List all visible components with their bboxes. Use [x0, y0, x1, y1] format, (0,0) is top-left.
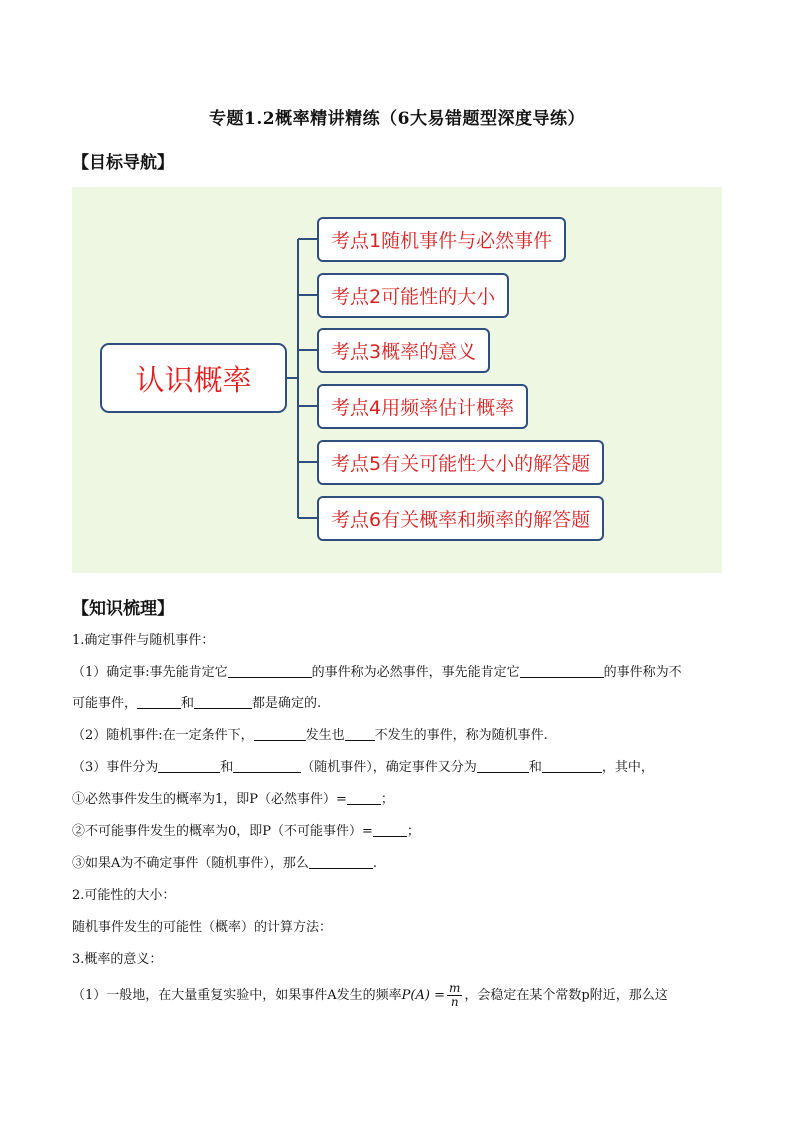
mind-map-node-3: 考点3概率的意义	[317, 328, 490, 373]
blank	[309, 854, 373, 869]
mind-map-node-6: 考点6有关概率和频率的解答题	[317, 496, 604, 541]
paragraph-4: （2）随机事件:在一定条件下， 发生也 不发生的事件，称为随机事件.	[72, 728, 548, 743]
formula-fraction: $\frac{m}{n}$	[448, 981, 461, 1009]
paragraph-10: 随机事件发生的可能性（概率）的计算方法：	[72, 920, 333, 935]
paragraph-3: 可能事件， 和 都是确定的.	[72, 696, 322, 711]
paragraph-6: ①必然事件发生的概率为1，即P（必然事件）= ；	[72, 792, 394, 807]
paragraph-1: 1.确定事件与随机事件：	[72, 633, 215, 648]
blank	[233, 758, 301, 773]
mind-map-root: 认识概率	[100, 343, 287, 413]
mind-map-node-4: 考点4用频率估计概率	[317, 384, 528, 429]
blank	[520, 663, 604, 678]
section-heading-target: 【目标导航】	[72, 153, 174, 173]
blank	[158, 758, 220, 773]
section-heading-knowledge: 【知识梳理】	[72, 599, 174, 619]
mind-map-node-5: 考点5有关可能性大小的解答题	[317, 440, 604, 485]
blank	[345, 726, 375, 741]
connector-lines	[287, 239, 317, 518]
paragraph-5: （3）事件分为 和 （随机事件），确定事件又分为 和 ，其中，	[72, 760, 654, 775]
paragraph-11: 3.概率的意义：	[72, 952, 163, 967]
paragraph-2: （1）确定事:事先能肯定它 的事件称为必然事件，事先能肯定它 的事件称为不	[72, 665, 682, 680]
paragraph-12: （1）一般地，在大量重复实验中，如果事件A发生的频率P(A) = $\frac{m}{n}$ ，会稳定在某个常数p附近，那么这	[72, 981, 668, 1009]
blank	[542, 758, 602, 773]
blank	[347, 790, 381, 805]
blank	[477, 758, 529, 773]
page-title: 专题1.2概率精讲精练（6大易错题型深度导练）	[209, 109, 585, 129]
blank	[254, 726, 306, 741]
blank	[373, 822, 407, 837]
paragraph-8: ③如果A为不确定事件（随机事件），那么 .	[72, 856, 378, 871]
blank	[137, 694, 181, 709]
paragraph-7: ②不可能事件发生的概率为0，即P（不可能事件）= ；	[72, 824, 420, 839]
blank	[228, 663, 312, 678]
formula-lhs: P(A) =	[401, 988, 445, 1003]
mind-map	[72, 187, 722, 573]
mind-map-node-1: 考点1随机事件与必然事件	[317, 217, 566, 262]
paragraph-9: 2.可能性的大小：	[72, 888, 176, 903]
mind-map-node-2: 考点2可能性的大小	[317, 273, 509, 318]
blank	[194, 694, 252, 709]
